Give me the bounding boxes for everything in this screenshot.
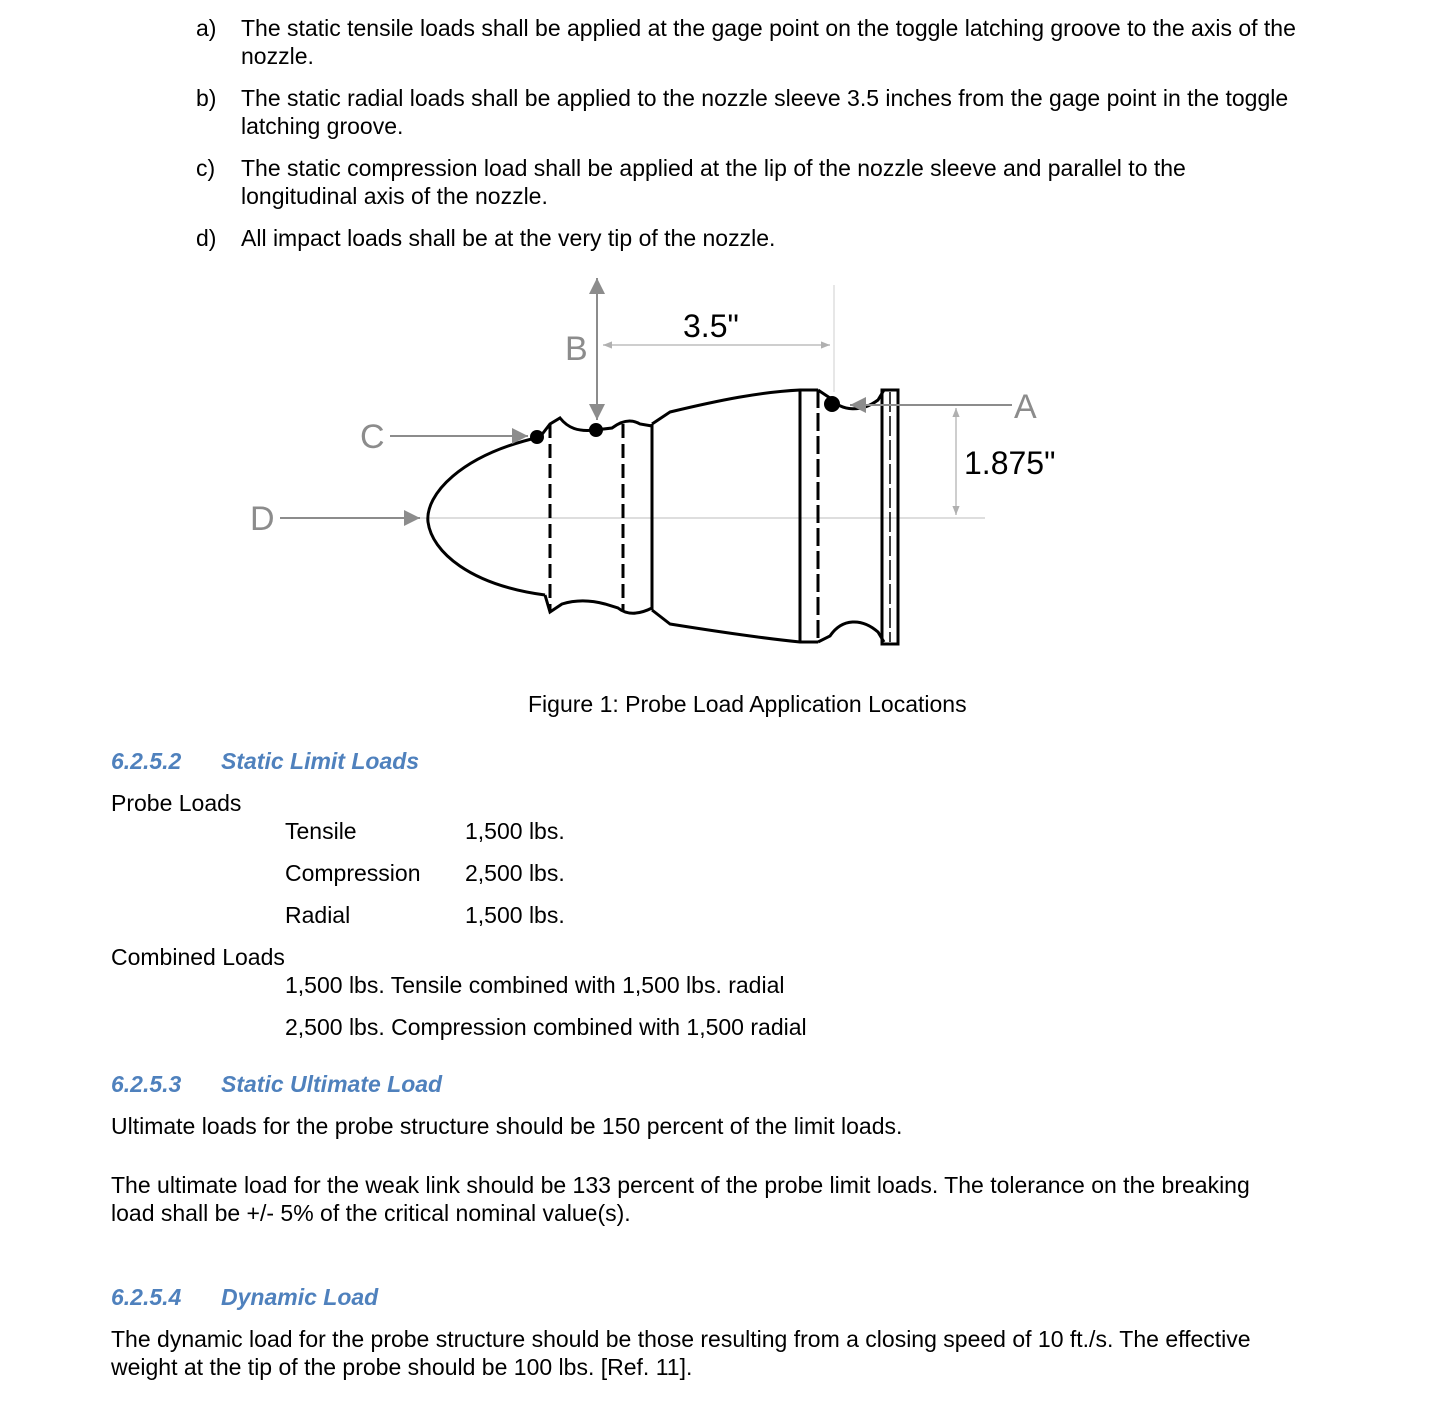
list-marker: d) xyxy=(196,225,217,251)
point-b-dot xyxy=(589,423,603,437)
paragraph-weak-link: The ultimate load for the weak link should be 133 percent of the probe limit loads. The tolerance on the breaking load shall be +/- 5% of the critical nominal value(s). xyxy=(111,1172,1250,1226)
paragraph-dynamic-load: The dynamic load for the probe structure should be those resulting from a closing speed of 10 ft./s. The effective weight at the tip of the probe should be 100 lbs. [Ref. 11]. xyxy=(111,1326,1251,1380)
list-text: The static compression load shall be applied at the lip of the nozzle sleeve and parallel to the longitudinal axis of the nozzle. xyxy=(241,155,1186,209)
list-text: The static tensile loads shall be applied at the gage point on the toggle latching groove to the axis of the nozzle. xyxy=(241,15,1296,69)
groove-bottom xyxy=(545,595,652,613)
section-number: 6.2.5.2 xyxy=(111,748,182,774)
label-b: B xyxy=(565,330,588,368)
list-marker: c) xyxy=(196,155,216,181)
dim-vertical-label: 1.875" xyxy=(964,445,1056,481)
figure-caption: Figure 1: Probe Load Application Locations xyxy=(528,691,967,717)
load-value-radial: 1,500 lbs. xyxy=(465,902,565,928)
label-a: A xyxy=(1014,388,1037,426)
nose-cone xyxy=(428,437,545,595)
list-marker: b) xyxy=(196,85,217,111)
section-title: Static Ultimate Load xyxy=(221,1071,443,1097)
label-d: D xyxy=(250,500,275,538)
point-c-dot xyxy=(530,430,544,444)
probe-loads-label: Probe Loads xyxy=(111,790,242,816)
section-title: Static Limit Loads xyxy=(221,748,420,774)
paragraph-ultimate-loads: Ultimate loads for the probe structure should be 150 percent of the limit loads. xyxy=(111,1113,903,1139)
load-name-compression: Compression xyxy=(285,860,421,886)
load-value-compression: 2,500 lbs. xyxy=(465,860,565,886)
list-text: The static radial loads shall be applied to the nozzle sleeve 3.5 inches from the gage point in the toggle latching groove. xyxy=(241,85,1289,139)
load-value-tensile: 1,500 lbs. xyxy=(465,818,565,844)
section-title: Dynamic Load xyxy=(221,1284,379,1310)
load-name-tensile: Tensile xyxy=(285,818,357,844)
section-number: 6.2.5.4 xyxy=(111,1284,182,1310)
list-marker: a) xyxy=(196,15,217,41)
body-bottom xyxy=(652,610,818,642)
combined-loads-label: Combined Loads xyxy=(111,944,285,970)
probe-diagram xyxy=(0,260,1440,680)
dim-horizontal-label: 3.5" xyxy=(683,308,739,344)
combined-load-1: 1,500 lbs. Tensile combined with 1,500 lbs. radial xyxy=(285,972,785,998)
list-text: All impact loads shall be at the very tip of the nozzle. xyxy=(241,225,776,251)
load-name-radial: Radial xyxy=(285,902,351,928)
body-top xyxy=(652,390,818,424)
lip-bottom xyxy=(818,622,884,642)
combined-load-2: 2,500 lbs. Compression combined with 1,500 radial xyxy=(285,1014,807,1040)
point-a-dot xyxy=(824,396,840,412)
section-number: 6.2.5.3 xyxy=(111,1071,182,1097)
label-c: C xyxy=(360,418,385,456)
